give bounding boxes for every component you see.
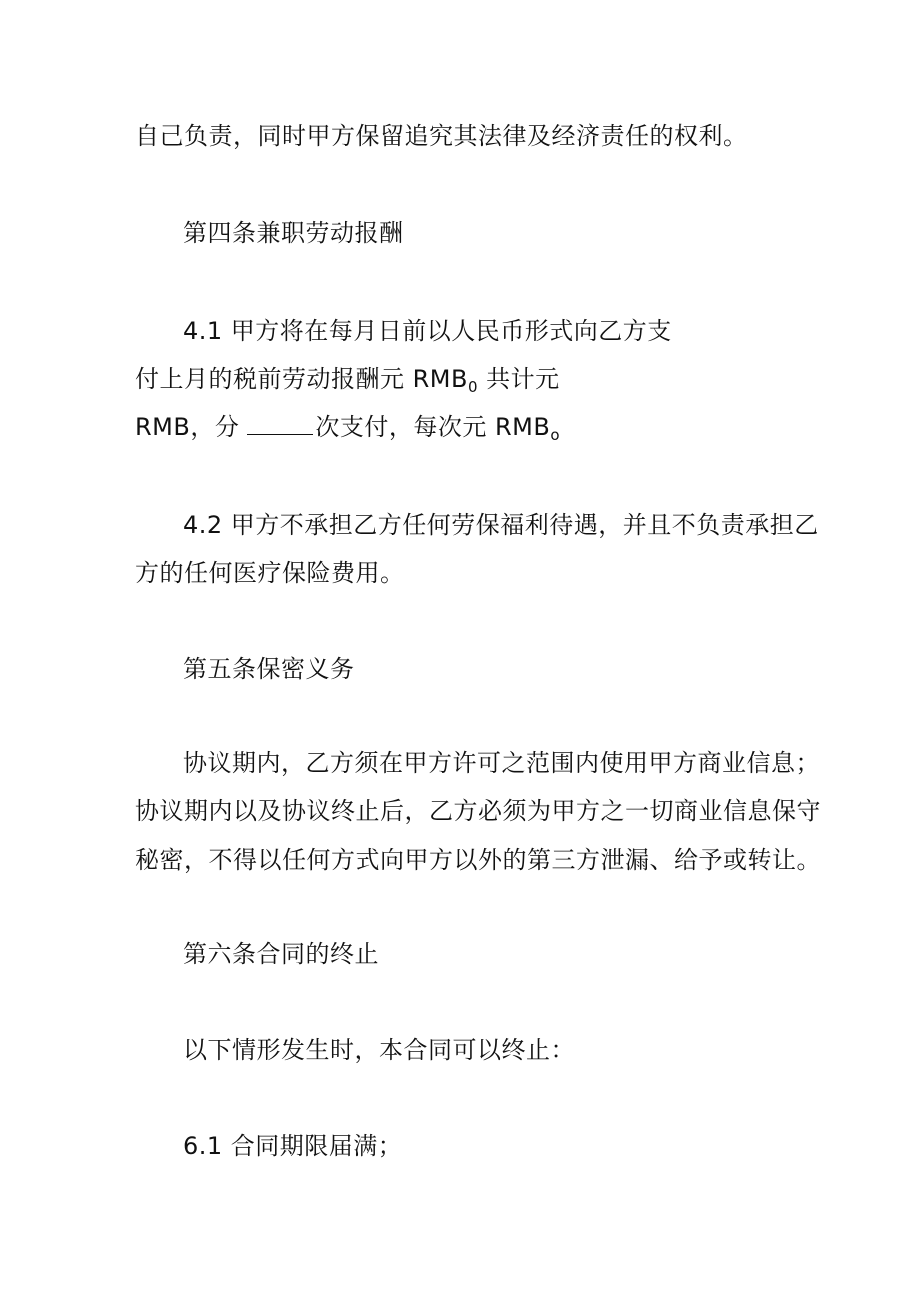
clause-text: RMB，分 (135, 413, 240, 441)
paragraph-line: 自己负责，同时甲方保留追究其法律及经济责任的权利。 (135, 122, 748, 150)
article-6-heading: 第六条合同的终止 (183, 940, 379, 968)
clause-4-1-line-2 (135, 364, 560, 402)
clause-4-2-line-2: 方的任何医疗保险费用。 (135, 559, 405, 587)
subscript-mark: 0 (467, 378, 479, 396)
confidentiality-line-3: 秘密，不得以任何方式向甲方以外的第三方泄漏、给予或转让。 (135, 846, 821, 874)
article-4-heading: 第四条兼职劳动报酬 (183, 219, 404, 247)
clause-4-1-line-1: 4.1 甲方将在每月日前以人民币形式向乙方支 (183, 317, 672, 345)
clause-text: 共计元 (478, 365, 560, 393)
confidentiality-line-1: 协议期内，乙方须在甲方许可之范围内使用甲方商业信息； (183, 749, 820, 777)
fill-in-blank (247, 414, 313, 435)
clause-4-1-line-3 (135, 412, 560, 450)
article-5-heading: 第五条保密义务 (183, 655, 355, 683)
termination-intro: 以下情形发生时，本合同可以终止： (183, 1036, 575, 1064)
confidentiality-line-2: 协议期内以及协议终止后，乙方必须为甲方之一切商业信息保守 (135, 797, 821, 825)
clause-text: 付上月的税前劳动报酬元 RMB (135, 365, 468, 393)
clause-6-1: 6.1 合同期限届满； (183, 1132, 403, 1160)
clause-text: 次支付，每次元 RMB (315, 413, 551, 441)
clause-4-2-line-1: 4.2 甲方不承担乙方任何劳保福利待遇，并且不负责承担乙 (183, 511, 819, 539)
subscript-mark: o (550, 426, 561, 444)
